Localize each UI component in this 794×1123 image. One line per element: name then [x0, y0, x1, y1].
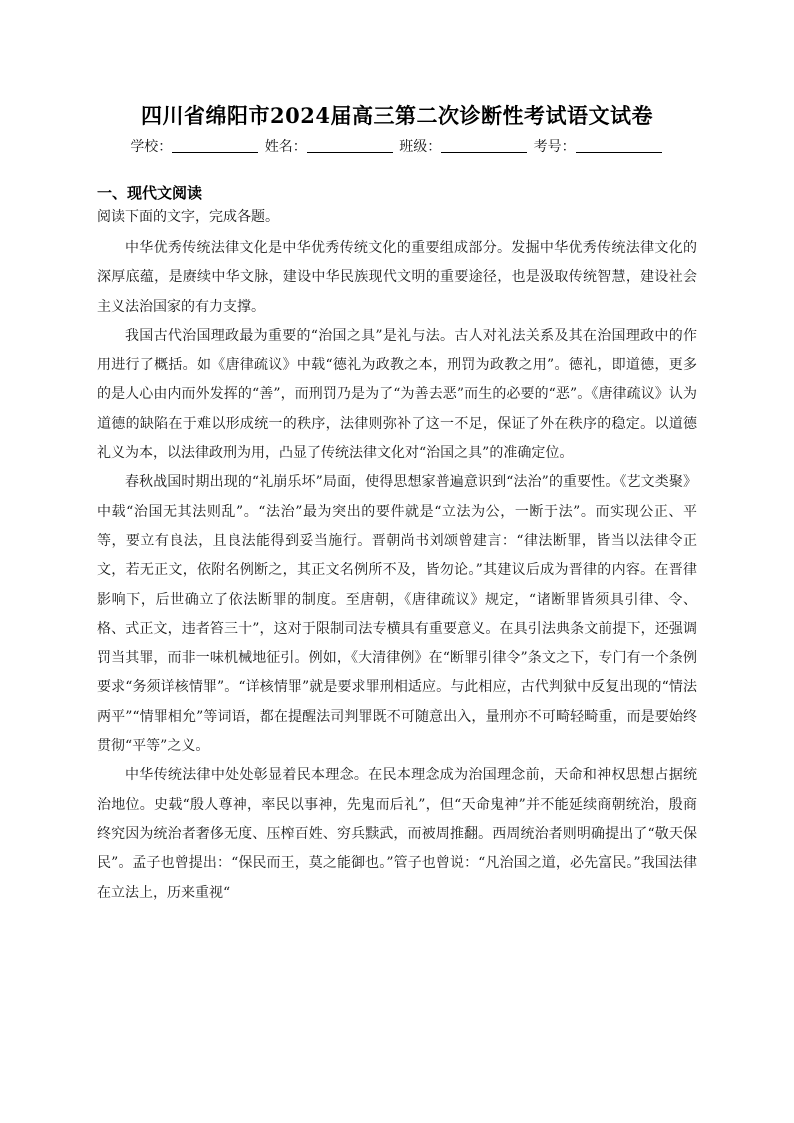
- school-blank[interactable]: [172, 138, 258, 153]
- paragraph-2: 我国古代治国理政最为重要的“治国之具”是礼与法。古人对礼法关系及其在治国理政中的作用进行了概括。如《唐律疏议》中载“德礼为政教之本，刑罚为政教之用”。德礼，即道德，更多的是人心由内而外发挥的“善”，而刑罚乃是为了“为善去恶”而生的必要的“恶”。《唐律疏议》认为道德的缺陷在于难以形成统一的秩序，法律则弥补了这一不足，保证了外在秩序的稳定。以道德礼义为本，以法律政刑为用，凸显了传统法律文化对“治国之具”的准确定位。: [97, 327, 697, 462]
- exam-number-label: 考号：: [533, 139, 576, 155]
- school-label: 学校：: [130, 139, 173, 155]
- paragraph-4: 中华传统法律中处处彰显着民本理念。在民本理念成为治国理念前，天命和神权思想占据统治地位。史载“殷人尊神，率民以事神，先鬼而后礼”，但“天命鬼神”并不能延续商朝统治，殷商终究因为统治者奢侈无度、压榨百姓、穷兵黩武，而被周推翻。西周统治者则明确提出了“敬天保民”。孟子也曾提出：“保民而王，莫之能御也。”管子也曾说：“凡治国之道，必先富民。”我国法律在立法上，历来重视“: [97, 767, 697, 901]
- name-blank[interactable]: [307, 138, 393, 153]
- class-label: 班级：: [399, 139, 442, 155]
- paragraph-3: 春秋战国时期出现的“礼崩乐坏”局面，使得思想家普遍意识到“法治”的重要性。《艺文类聚》中载“治国无其法则乱”。“法治”最为突出的要件就是“立法为公，一断于法”。而实现公正、平等，要立有良法，且良法能得到妥当施行。晋朝尚书刘颂曾建言：“律法断罪，皆当以法律令正文，若无正文，依附名例断之，其正文名例所不及，皆勿论。”其建议后成为晋律的内容。在晋律影响下，后世确立了依法断罪的制度。至唐朝，《唐律疏议》规定，“诸断罪皆须具引律、令、格、式正文，违者笞三十”，这对于限制司法专横具有重要意义。在具引法典条文前提下，还强调罚当其罪，而非一味机械地征引。例如，《大清律例》在“断罪引律令”条文之下，专门有一个条例要求“务须详核情罪”。“详核情罪”就是要求罪刑相适应。与此相应，古代判狱中反复出现的“情法两平”“情罪相允”等词语，都在提醒法司判罪既不可随意出入，量刑亦不可畸轻畸重，而是要始终贯彻“平等”之义。: [97, 474, 697, 755]
- section-heading: 一、现代文阅读: [97, 184, 203, 202]
- reading-instruction: 阅读下面的文字，完成各题。: [97, 209, 279, 225]
- name-label: 姓名：: [264, 139, 307, 155]
- class-blank[interactable]: [441, 138, 527, 153]
- article-body: [97, 234, 697, 908]
- student-info-line: [0, 136, 794, 156]
- paragraph-1: 中华优秀传统法律文化是中华优秀传统文化的重要组成部分。发掘中华优秀传统法律文化的深厚底蕴，是赓续中华文脉，建设中华民族现代文明的重要途径，也是汲取传统智慧，建设社会主义法治国家的有力支撑。: [97, 240, 697, 315]
- exam-number-blank[interactable]: [576, 138, 662, 153]
- document-title: 四川省绵阳市2024届高三第二次诊断性考试语文试卷: [141, 103, 653, 128]
